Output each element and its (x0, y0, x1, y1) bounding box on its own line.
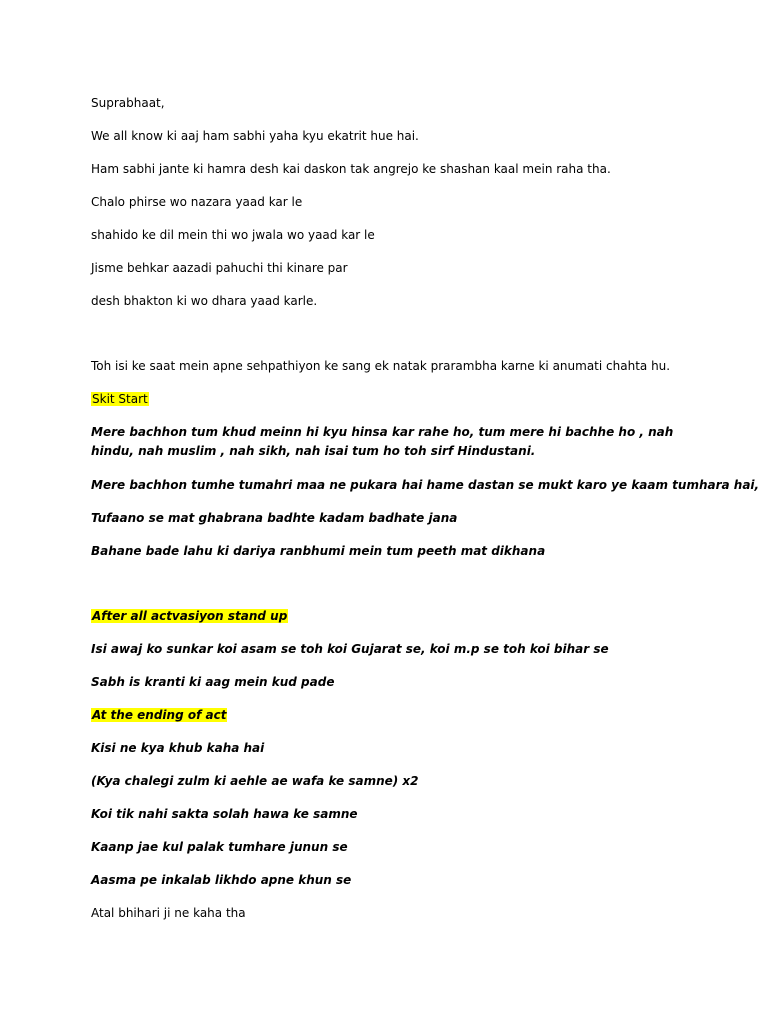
skit-line: Mere bachhon tum khud meinn hi kyu hinsa kar rahe ho, tum mere hi bachhe ho , nah hindu, nah muslim , nah sikh, nah isai tum ho toh sirf Hindustani. (91, 425, 674, 458)
ending-label: At the ending of act (92, 708, 227, 722)
ending-line: Aasma pe inkalab likhdo apne khun se (91, 873, 352, 887)
ending-line: Koi tik nahi sakta solah hawa ke samne (91, 807, 358, 821)
ending-heading (91, 706, 681, 725)
after-label: After all actvasiyon stand up (92, 609, 288, 623)
closing-text: Atal bhihari ji ne kaha tha (91, 906, 246, 920)
ending-line: Kisi ne kya khub kaha hai (91, 741, 265, 755)
intro-line: Chalo phirse wo nazara yaad kar le (91, 195, 303, 209)
intro-line: shahido ke dil mein thi wo jwala wo yaad kar le (91, 228, 375, 242)
skit-line: Mere bachhon tumhe tumahri maa ne pukara hai hame dastan se mukt karo ye kaam tumhara hai, (91, 478, 760, 492)
ending-line: Kaanp jae kul palak tumhare junun se (91, 840, 348, 854)
request-text: Toh isi ke saat mein apne sehpathiyon ke sang ek natak prarambha karne ki anumati chahta hu. (91, 359, 671, 373)
intro-line: We all know ki aaj ham sabhi yaha kyu ekatrit hue hai. (91, 129, 419, 143)
ending-line: (Kya chalegi zulm ki aehle ae wafa ke samne) x2 (91, 774, 419, 788)
intro-line: Ham sabhi jante ki hamra desh kai daskon tak angrejo ke shashan kaal mein raha tha. (91, 162, 611, 176)
skit-start-heading (91, 390, 681, 409)
intro-line: Jisme behkar aazadi pahuchi thi kinare par (91, 261, 348, 275)
greeting-text: Suprabhaat, (91, 96, 165, 110)
after-line: Sabh is kranti ki aag mein kud pade (91, 675, 335, 689)
intro-line: desh bhakton ki wo dhara yaad karle. (91, 294, 318, 308)
skit-start-label: Skit Start (92, 392, 148, 406)
after-line: Isi awaj ko sunkar koi asam se toh koi Gujarat se, koi m.p se toh koi bihar se (91, 642, 609, 656)
skit-line: Tufaano se mat ghabrana badhte kadam badhate jana (91, 511, 458, 525)
after-heading (91, 607, 681, 626)
skit-line: Bahane bade lahu ki dariya ranbhumi mein tum peeth mat dikhana (91, 544, 546, 558)
